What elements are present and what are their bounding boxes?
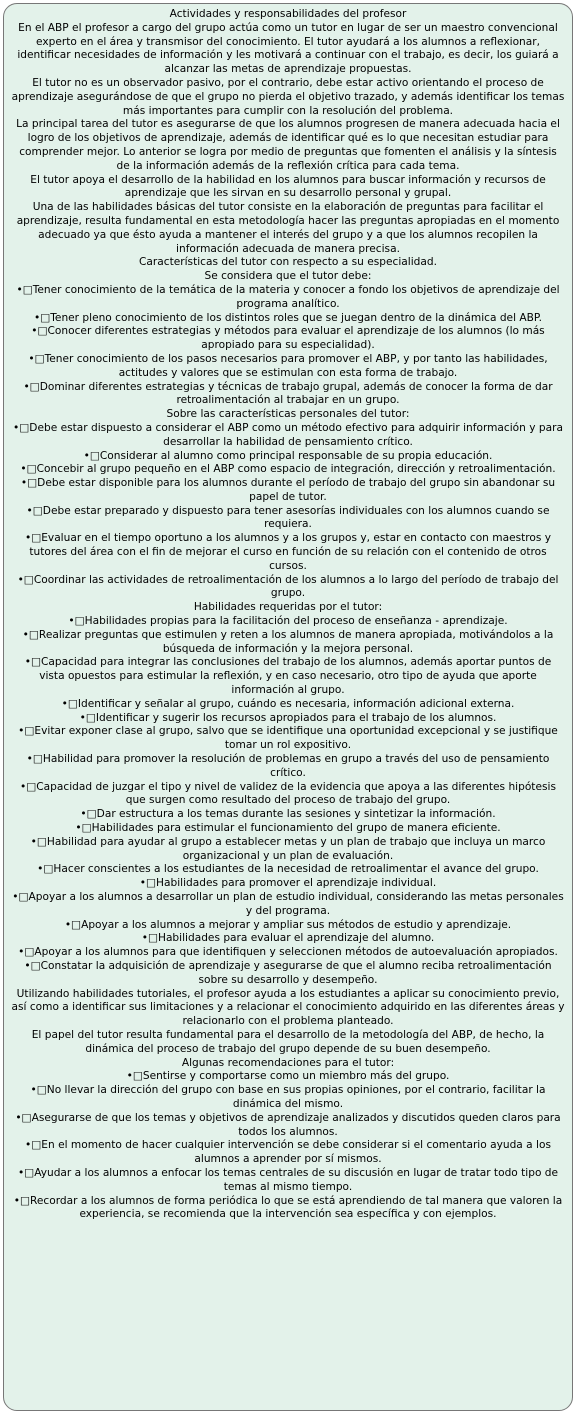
list-item: •□No llevar la dirección del grupo con base en sus propias opiniones, por el contrario, facilitar la dinámica del mismo.	[30, 1084, 546, 1110]
list-item: •□Habilidad para ayudar al grupo a establecer metas y un plan de trabajo que incluya un marco organizacional y un plan de evaluación.	[30, 835, 546, 862]
paragraph: El papel del tutor resulta fundamental para el desarrollo de la metodología del ABP, de hecho, la dinámica del proceso de trabajo del grupo depende de su buen desempeño.	[31, 1028, 545, 1055]
list-item: •□Debe estar dispuesto a considerar el ABP como un método efectivo para adquirir información y para desarrollar la habilidad de pensamiento crítico.	[13, 421, 563, 448]
paragraph: En el ABP el profesor a cargo del grupo actúa como un tutor en lugar de ser un maestro convencional experto en el área y transmisor del conocimiento. El tutor ayudará a los alumnos a reflexionar, identificar necesidades de información y les motivará a continuar con el trabajo, es decir, los guiará a alcanzar las metas de aprendizaje propuestas.	[17, 21, 559, 76]
document-panel	[3, 3, 573, 1411]
list-item: •□Tener conocimiento de la temática de la materia y conocer a fondo los objetivos de aprendizaje del programa analítico.	[16, 283, 560, 310]
paragraph: El tutor no es un observador pasivo, por el contrario, debe estar activo orientando el proceso de aprendizaje asegurándose de que el grupo no pierda el objetivo trazado, y además identificar los temas más importantes para cumplir con la resolución del problema.	[11, 76, 565, 117]
section-heading: Algunas recomendaciones para el tutor:	[181, 1056, 395, 1069]
list-item: •□Coordinar las actividades de retroalimentación de los alumnos a lo largo del período de trabajo del grupo.	[17, 573, 559, 600]
list-item: •□Concebir al grupo pequeño en el ABP como espacio de integración, dirección y retroalimentación.	[20, 463, 556, 476]
list-item: •□Evaluar en el tiempo oportuno a los alumnos y a los grupos y, estar en contacto con maestros y tutores del área con el fin de mejorar el curso en función de su relación con el contenido de otros cursos.	[24, 532, 552, 572]
list-item: •□Habilidad para promover la resolución de problemas en grupo a través del uso de pensamiento crítico.	[26, 753, 550, 779]
list-item: •□Sentirse y comportarse como un miembro más del grupo.	[126, 1070, 450, 1083]
list-item: •□Debe estar preparado y dispuesto para tener asesorías individuales con los alumnos cuando se requiera.	[26, 504, 550, 531]
section-heading: Características del tutor con respecto a su especialidad.	[139, 256, 437, 269]
list-item: •□Realizar preguntas que estimulen y reten a los alumnos de manera apropiada, motivándolos a la búsqueda de información y la mejora personal.	[22, 628, 554, 655]
list-item: •□Considerar al alumno como principal responsable de su propia educación.	[83, 449, 493, 462]
list-item: •□Habilidades para evaluar el aprendizaje del alumno.	[141, 932, 435, 945]
list-item: •□Apoyar a los alumnos a mejorar y ampliar sus métodos de estudio y aprendizaje.	[64, 918, 512, 931]
list-item: •□Asegurarse de que los temas y objetivos de aprendizaje analizados y discutidos queden claros para todos los alumnos.	[15, 1111, 561, 1138]
list-item: •□Dar estructura a los temas durante las sesiones y sintetizar la información.	[80, 808, 496, 821]
paragraph: El tutor apoya el desarrollo de la habilidad en los alumnos para buscar información y recursos de aprendizaje que les sirvan en su desarrollo personal y grupal.	[30, 173, 546, 200]
list-item: •□Tener pleno conocimiento de los distintos roles que se juegan dentro de la dinámica del ABP.	[34, 311, 542, 324]
list-item: •□Apoyar a los alumnos para que identifiquen y seleccionen métodos de autoevaluación apropiados.	[18, 946, 558, 959]
list-item: •□Identificar y señalar al grupo, cuándo es necesaria, información adicional externa.	[61, 697, 515, 710]
paragraph: La principal tarea del tutor es asegurarse de que los alumnos progresen de manera adecuada hacia el logro de los objetivos de aprendizaje, además de identificar qué es lo que necesitan estudiar para comprender mejor. Lo anterior se logra por medio de preguntas que fomenten el análisis y la síntesis de la información además de la reflexión crítica para cada tema.	[16, 118, 560, 172]
list-item: •□Habilidades propias para la facilitación del proceso de enseñanza - aprendizaje.	[68, 615, 508, 628]
list-item: •□Recordar a los alumnos de forma periódica lo que se está aprendiendo de tal manera que valoren la experiencia, se recomienda que la intervención sea específica y con ejemplos.	[13, 1194, 563, 1221]
section-heading: Sobre las características personales del tutor:	[166, 408, 410, 421]
list-item: •□Debe estar disponible para los alumnos durante el período de trabajo del grupo sin abandonar su papel de tutor.	[20, 477, 556, 503]
list-item: •□Capacidad de juzgar el tipo y nivel de validez de la evidencia que apoya a las diferentes hipótesis que surgen como resultado del proceso de trabajo del grupo.	[20, 780, 556, 807]
paragraph: Una de las habilidades básicas del tutor consiste en la elaboración de preguntas para facilitar el aprendizaje, resulta fundamental en esta metodología hacer las preguntas apropiadas en el momento adecuado ya que ésto ayuda a mantener el interés del grupo y a que los alumnos recopilen la información adecuada de manera precisa.	[16, 201, 560, 255]
list-item: •□Identificar y sugerir los recursos apropiados para el trabajo de los alumnos.	[79, 711, 497, 724]
section-subheading: Se considera que el tutor debe:	[204, 270, 372, 283]
paragraph: Utilizando habilidades tutoriales, el profesor ayuda a los estudiantes a aplicar su conocimiento previo, así como a identificar sus limitaciones y a relacionar el conocimiento adquirido en las diferentes áreas y relacionarlo con el problema planteado.	[11, 987, 565, 1028]
list-item: •□Ayudar a los alumnos a enfocar los temas centrales de su discusión en lugar de tratar todo tipo de temas al mismo tiempo.	[17, 1166, 559, 1193]
list-item: •□Conocer diferentes estrategias y métodos para evaluar el aprendizaje de los alumnos (lo más apropiado para su especialidad).	[31, 325, 545, 352]
list-item: •□Hacer conscientes a los estudiantes de la necesidad de retroalimentar el avance del grupo.	[37, 863, 539, 876]
list-item: •□Capacidad para integrar las conclusiones del trabajo de los alumnos, además aportar puntos de vista opuestos para estimular la reflexión, y en caso necesario, otro tipo de ayuda que aporte información al grupo.	[24, 656, 552, 697]
list-item: •□Apoyar a los alumnos a desarrollar un plan de estudio individual, considerando las metas personales y del programa.	[12, 891, 564, 917]
list-item: •□Constatar la adquisición de aprendizaje y asegurarse de que el alumno reciba retroalimentación sobre su desarrollo y desempeño.	[24, 959, 552, 986]
list-item: •□Habilidades para promover el aprendizaje individual.	[139, 877, 437, 890]
list-item: •□Habilidades para estimular el funcionamiento del grupo de manera eficiente.	[75, 822, 501, 835]
heading: Actividades y responsabilidades del profesor	[169, 8, 407, 20]
list-item: •□Evitar exponer clase al grupo, salvo que se identifique una oportunidad excepcional y se justifique tomar un rol expositivo.	[18, 725, 558, 752]
list-item: •□Tener conocimiento de los pasos necesarios para promover el ABP, y por tanto las habilidades, actitudes y valores que se estimulan con esta forma de trabajo.	[28, 352, 548, 379]
list-item: •□En el momento de hacer cualquier intervención se debe considerar si el comentario ayuda a los alumnos a aprender por sí mismos.	[25, 1139, 551, 1166]
list-item: •□Dominar diferentes estrategias y técnicas de trabajo grupal, además de conocer la forma de dar retroalimentación al trabajar en un grupo.	[23, 380, 553, 407]
section-heading: Habilidades requeridas por el tutor:	[193, 601, 383, 614]
